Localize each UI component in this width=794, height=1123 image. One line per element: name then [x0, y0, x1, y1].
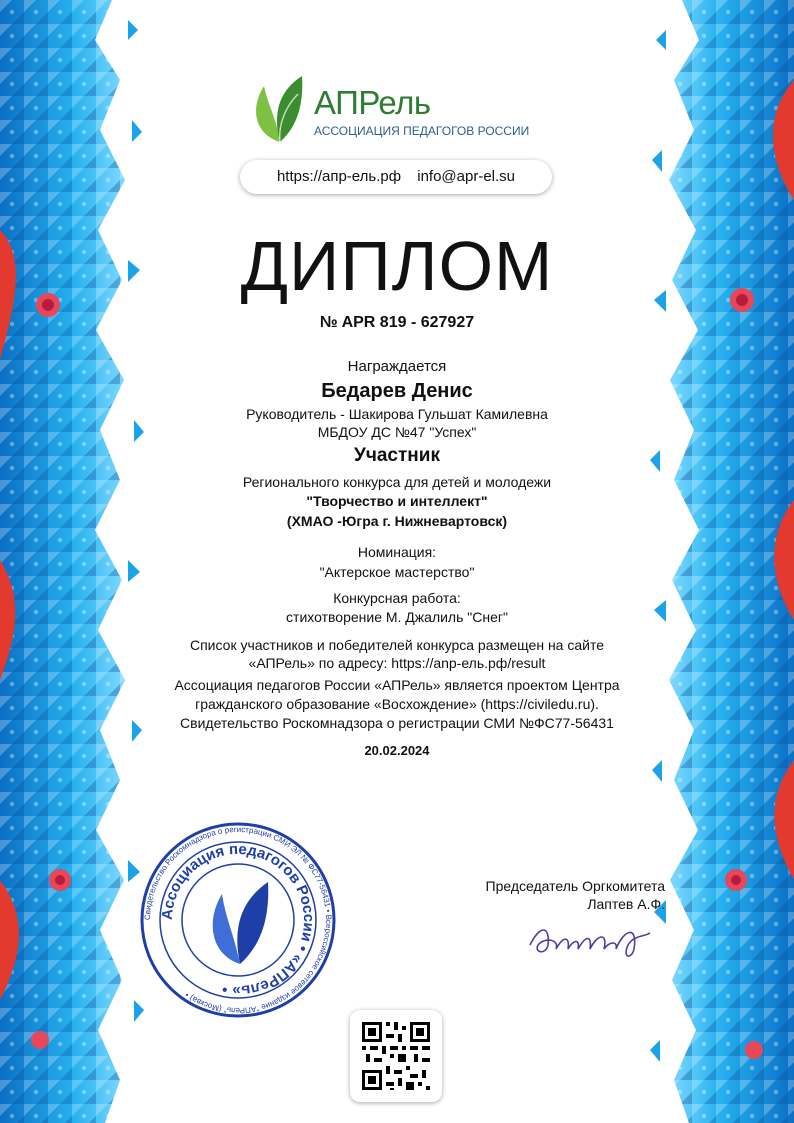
signatory-position: Председатель Оргкомитета [485, 878, 665, 894]
work-value: стихотворение М. Джалиль "Снег" [286, 609, 508, 625]
handwritten-signature [520, 915, 660, 963]
signature-block [450, 878, 665, 912]
work-label: Конкурсная работа: [333, 590, 461, 606]
signatory-name: Лаптев А.Ф. [587, 896, 665, 912]
institution-line: МБДОУ ДС №47 "Успех" [317, 424, 477, 440]
stamp-leaf-icon [213, 882, 268, 964]
results-line-1: Список участников и победителей конкурса размещен на сайте [189, 637, 604, 653]
right-decorative-border [644, 0, 794, 1123]
left-decorative-border [0, 0, 150, 1123]
document-title: ДИПЛОМ [240, 227, 554, 305]
stamp-outer-text: Свидетельство Роскомнадзора о регистрации СМИ ЭЛ № ФС77-56431 • Всероссийское сетевое издание "АПРель" (Москва) • [142, 824, 334, 1016]
contacts-bar [240, 160, 552, 194]
stamp-inner-text: Ассоциация педагогов России • «АПРель» • [158, 840, 318, 1000]
contest-region: (ХМАО -Югра г. Нижневартовск) [286, 513, 508, 529]
nomination-value: "Актерское мастерство" [319, 564, 475, 580]
organization-stamp [138, 820, 338, 1020]
organization-logo [250, 72, 570, 152]
contest-name: "Творчество и интеллект" [306, 493, 488, 509]
issue-date: 20.02.2024 [364, 743, 430, 758]
about-line-3: Свидетельство Роскомнадзора о регистрации СМИ №ФС77-56431 [180, 715, 614, 731]
about-line-2: гражданского образование «Восхождение» (https://civiledu.ru). [195, 696, 599, 712]
recipient-name: Бедарев Денис [321, 380, 473, 402]
awarded-label: Награждается [347, 358, 447, 375]
website-link[interactable]: https://апр-ель.рф [276, 168, 402, 185]
about-line-1: Ассоциация педагогов России «АПРель» является проектом Центра [174, 677, 620, 693]
participant-status: Участник [354, 445, 440, 466]
results-line-2: «АПРель» по адресу: https://anp-ель.рф/result [248, 655, 546, 671]
supervisor-line: Руководитель - Шакирова Гульшат Камилевна [246, 406, 548, 422]
leaf-logo-icon [250, 72, 306, 144]
email-link[interactable]: info@apr-el.su [417, 168, 516, 185]
logo-subtitle: АССОЦИАЦИЯ ПЕДАГОГОВ РОССИИ [314, 124, 530, 138]
diploma-number: № APR 819 - 627927 [319, 314, 475, 331]
logo-title: АПРель [314, 84, 431, 121]
qr-code-icon [350, 1010, 442, 1102]
qr-code-card[interactable] [350, 1010, 442, 1102]
contest-line: Регионального конкурса для детей и молодежи [242, 474, 552, 490]
nomination-label: Номинация: [357, 544, 437, 560]
